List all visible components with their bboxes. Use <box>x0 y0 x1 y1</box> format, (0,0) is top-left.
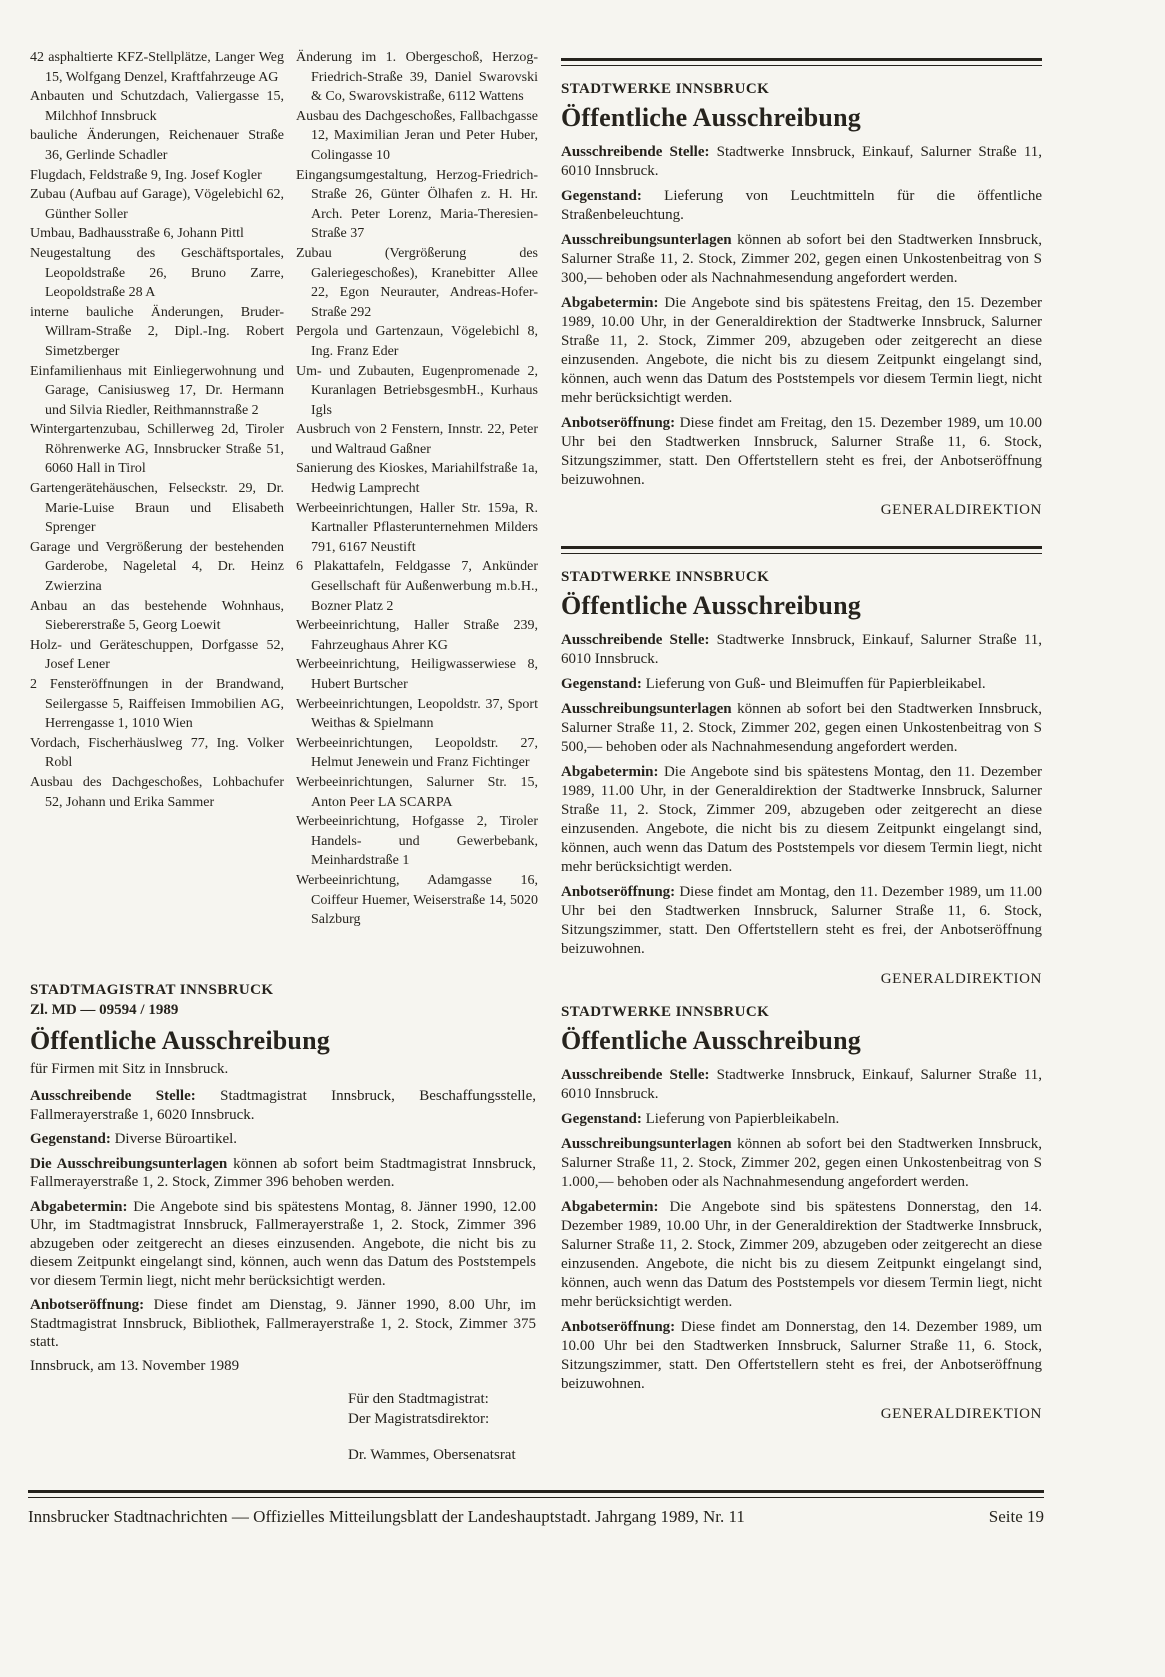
ad-paragraph <box>561 1318 1042 1394</box>
org-name: STADTWERKE INNSBRUCK <box>561 81 770 97</box>
paragraph-text: Diese findet am Montag, den 11. Dezember 1989, um 11.00 Uhr bei den Stadtwerken Innsbruck, Salurner Straße 11, 6. Stock, Sitzungszimmer, statt. Den Offertstellern steht es frei, der Anbotseröffnung beizuwohnen. <box>561 884 1043 957</box>
listing-entry: Pergola und Gartenzaun, Vögelebichl 8, Ing. Franz Eder <box>296 324 538 359</box>
generaldirektion-sign: GENERALDIREKTION <box>880 971 1042 987</box>
paragraph-text: Die Angebote sind bis spätestens Freitag, den 15. Dezember 1989, 10.00 Uhr, in der Generaldirektion der Stadtwerke Innsbruck, Salurner Straße 11, 2. Stock, Zimmer 209, abzugeben oder zeitgerecht an diese einzusenden. Angebote, die nicht bis zu diesem Zeitpunkt eingelangt sind, können, auch wenn das Datum des Poststempels vor diesem Termin liegt, nicht mehr berücksichtigt werden. <box>561 295 1043 406</box>
notice-paragraph <box>30 1198 536 1291</box>
ad-paragraph <box>561 414 1042 490</box>
paragraph-label: Ausschreibende Stelle: <box>561 632 710 648</box>
paragraph-label: Ausschreibende Stelle: <box>561 144 710 160</box>
ad-title: Öffentliche Ausschreibung <box>561 591 861 620</box>
signature-line-2: Der Magistratsdirektor: <box>348 1410 490 1427</box>
listing-entry: Um- und Zubauten, Eugenpromenade 2, Kuranlagen BetriebsgesmbH., Kurhaus Igls <box>296 363 538 418</box>
notice-paragraphs <box>30 1087 536 1352</box>
paragraph-text: Diese findet am Donnerstag, den 14. Dezember 1989, um 10.00 Uhr bei den Stadtwerken Innsbruck, Salurner Straße 11, 6. Stock, Sitzungszimmer, statt. Den Offertstellern steht es frei, der Anbotseröffnung beizuwohnen. <box>561 1319 1043 1392</box>
notice-paragraph <box>30 1087 536 1124</box>
listing-entry: Vordach, Fischerhäuslweg 77, Ing. Volker Robl <box>30 735 284 771</box>
paragraph-label: Anbotseröffnung: <box>561 884 676 900</box>
ad-title: Öffentliche Ausschreibung <box>561 103 861 132</box>
paragraph-label: Abgabetermin: <box>561 764 659 780</box>
listing-entry: Sanierung des Kioskes, Mariahilfstraße 1a, Hedwig Lamprecht <box>296 461 538 497</box>
org-name: STADTMAGISTRAT INNSBRUCK <box>30 982 274 998</box>
listing-entry: Zubau (Vergrößerung des Galeriegeschoßes), Kranebitter Allee 22, Egon Neurauter, Andreas-Hofer-Straße 292 <box>296 245 538 320</box>
notice-paragraph <box>30 1130 536 1149</box>
listing-entry: 2 Fensteröffnungen in der Brandwand, Seilergasse 5, Raiffeisen Immobilien AG, Herrengasse 1, 1010 Wien <box>30 677 284 732</box>
footer-rule <box>28 1490 1044 1498</box>
ad-paragraph <box>561 763 1042 877</box>
footer-publication-line: Innsbrucker Stadtnachrichten — Offizielles Mitteilungsblatt der Landeshauptstadt. Jahrgang 1989, Nr. 11 <box>28 1507 745 1526</box>
ad-paragraph <box>561 1066 1042 1104</box>
ad-paragraphs <box>561 143 1042 490</box>
paragraph-label: Gegenstand: <box>561 188 642 204</box>
paragraph-text: Die Angebote sind bis spätestens Montag, 8. Jänner 1990, 12.00 Uhr, im Stadtmagistrat Innsbruck, Fallmerayerstraße 1, 2. Stock, Zimmer 396 abzugeben oder zeitgerecht an dieses einzusenden. Angebote, die nicht bis zu diesem Zeitpunkt eingelangt sind, können, auch wenn das Datum des Poststempels vor diesem Termin liegt, nicht mehr berücksichtigt werden. <box>30 1198 537 1289</box>
paragraph-label: Abgabetermin: <box>561 295 659 311</box>
listing-entry: Ausbau des Dachgeschoßes, Lohbachufer 52, Johann und Erika Sammer <box>30 774 284 810</box>
listing-entry: Garage und Vergrößerung der bestehenden Garderobe, Nageletal 4, Dr. Heinz Zwierzina <box>30 539 284 595</box>
paragraph-text: Die Angebote sind bis spätestens Donnerstag, den 14. Dezember 1989, 10.00 Uhr, in der Generaldirektion der Stadtwerke Innsbruck, Salurner Straße 11, 2. Stock, Zimmer 209, abzugeben oder zeitgerecht an diese einzusenden. Angebote, die nicht bis zu diesem Zeitpunkt eingelangt sind, können, auch wenn das Datum des Poststempels vor diesem Termin liegt, nicht mehr berücksichtigt werden. <box>561 1199 1043 1310</box>
paragraph-text: können ab sofort beim Stadtmagistrat Innsbruck, Fallmerayerstraße 1, 2. Stock, Zimmer 396 behoben werden. <box>30 1155 536 1190</box>
ad-paragraph <box>561 631 1042 669</box>
paragraph-label: Gegenstand: <box>561 676 642 692</box>
listing-entry: Werbeeinrichtung, Adamgasse 16, Coiffeur Huemer, Weiserstraße 14, 5020 Salzburg <box>296 872 538 928</box>
listing-entry: Einfamilienhaus mit Einliegerwohnung und Garage, Canisiusweg 17, Dr. Hermann und Silvia Riedler, Reithmannstraße 2 <box>30 363 284 418</box>
paragraph-text: Lieferung von Leuchtmitteln für die öffentliche Straßenbeleuchtung. <box>561 188 1042 223</box>
paragraph-label: Ausschreibungsunterlagen <box>561 1136 732 1152</box>
listing-column-2 <box>296 48 538 930</box>
listing-entry: Werbeeinrichtungen, Leopoldstr. 27, Helmut Jenewein und Franz Fichtinger <box>296 735 538 771</box>
listing-entry: Werbeeinrichtung, Haller Straße 239, Fahrzeughaus Ahrer KG <box>296 618 538 653</box>
paragraph-label: Ausschreibende Stelle: <box>30 1088 196 1104</box>
ad-paragraph <box>561 1110 1042 1129</box>
dateline: Innsbruck, am 13. November 1989 <box>30 1357 240 1374</box>
listing-entry: Werbeeinrichtungen, Haller Str. 159a, R. Kartnaller Pflasterunternehmen Milders 791, 6167 Neustift <box>296 500 538 555</box>
paragraph-text: Lieferung von Guß- und Bleimuffen für Papierbleikabel. <box>645 676 986 692</box>
paragraph-text: Stadtwerke Innsbruck, Einkauf, Salurner Straße 11, 6010 Innsbruck. <box>561 632 1043 667</box>
paragraph-label: Anbotseröffnung: <box>561 1319 676 1335</box>
paragraph-label: Ausschreibende Stelle: <box>561 1067 710 1083</box>
listing-entry: 6 Plakattafeln, Feldgasse 7, Ankünder Gesellschaft für Außenwerbung m.b.H., Bozner Platz 2 <box>296 559 538 614</box>
stadtwerke-ad-1 <box>561 58 1042 519</box>
ad-title: Öffentliche Ausschreibung <box>561 1026 861 1055</box>
listing-entry: 42 asphaltierte KFZ-Stellplätze, Langer Weg 15, Wolfgang Denzel, Kraftfahrzeuge AG <box>30 50 284 85</box>
org-name: STADTWERKE INNSBRUCK <box>561 1004 770 1020</box>
listing-entry: Werbeeinrichtung, Hofgasse 2, Tiroler Handels- und Gewerbebank, Meinhardstraße 1 <box>296 814 538 869</box>
listing-entry: Umbau, Badhausstraße 6, Johann Pittl <box>30 226 244 242</box>
stadtmagistrat-notice <box>30 982 536 1465</box>
paragraph-text: können ab sofort bei den Stadtwerken Innsbruck, Salurner Straße 11, 2. Stock, Zimmer 202, gegen einen Unkostenbeitrag von S 500,— behoben oder als Nachnahmesendung angefordert werden. <box>561 701 1042 755</box>
ad-paragraph <box>561 1135 1042 1192</box>
listing-entry: Neugestaltung des Geschäftsportales, Leopoldstraße 26, Bruno Zarre, Leopoldstraße 28 A <box>30 245 284 301</box>
listing-entry: interne bauliche Änderungen, Bruder-Willram-Straße 2, Dipl.-Ing. Robert Simetzberger <box>30 304 284 359</box>
notice-paragraph <box>30 1155 536 1192</box>
ad-paragraph <box>561 675 1042 694</box>
page-footer <box>28 1490 1044 1527</box>
org-name: STADTWERKE INNSBRUCK <box>561 569 770 585</box>
paragraph-text: Stadtwerke Innsbruck, Einkauf, Salurner Straße 11, 6010 Innsbruck. <box>561 144 1043 179</box>
paragraph-text: Lieferung von Papierbleikabeln. <box>645 1111 840 1127</box>
listing-entry: bauliche Änderungen, Reichenauer Straße 36, Gerlinde Schadler <box>30 128 284 163</box>
listing-entry: Anbauten und Schutzdach, Valiergasse 15, Milchhof Innsbruck <box>30 89 284 124</box>
notice-subtitle: für Firmen mit Sitz in Innsbruck. <box>30 1061 229 1077</box>
paragraph-text: Stadtmagistrat Innsbruck, Beschaffungsstelle, Fallmerayerstraße 1, 6020 Innsbruck. <box>30 1088 536 1123</box>
listing-entry: Änderung im 1. Obergeschoß, Herzog-Friedrich-Straße 39, Daniel Swarovski & Co, Swarovskistraße, 6112 Wattens <box>296 50 538 105</box>
paragraph-label: Gegenstand: <box>561 1111 642 1127</box>
listing-entry: Ausbruch von 2 Fenstern, Innstr. 22, Peter und Waltraud Gaßner <box>296 422 538 457</box>
paragraph-text: Die Angebote sind bis spätestens Montag, den 11. Dezember 1989, 11.00 Uhr, in der Generaldirektion der Stadtwerke Innsbruck, Salurner Straße 11, 2. Stock, Zimmer 209, abzugeben oder zeitgerecht an diese einzusenden. Angebote, die nicht bis zu diesem Zeitpunkt eingelangt sind, können, auch wenn das Datum des Poststempels vor diesem Termin liegt, nicht mehr berücksichtigt werden. <box>561 764 1043 875</box>
paragraph-label: Ausschreibungsunterlagen <box>561 232 732 248</box>
ad-paragraph <box>561 231 1042 288</box>
ad-paragraphs <box>561 631 1042 959</box>
paragraph-label: Anbotseröffnung: <box>30 1297 145 1313</box>
notice-paragraph <box>30 1296 536 1352</box>
ad-paragraphs <box>561 1066 1042 1394</box>
ad-paragraph <box>561 294 1042 408</box>
generaldirektion-sign: GENERALDIREKTION <box>880 1406 1042 1422</box>
signature-name: Dr. Wammes, Obersenatsrat <box>348 1446 516 1463</box>
ad-paragraph <box>561 143 1042 181</box>
section-divider <box>561 58 1042 66</box>
ad-paragraph <box>561 700 1042 757</box>
paragraph-text: können ab sofort bei den Stadtwerken Innsbruck, Salurner Straße 11, 2. Stock, Zimmer 202, gegen einen Unkostenbeitrag von S 1.000,— behoben oder als Nachnahmesendung angefordert werden. <box>561 1136 1042 1190</box>
listing-entry: Wintergartenzubau, Schillerweg 2d, Tiroler Röhrenwerke AG, Innsbrucker Straße 51, 6060 Hall in Tirol <box>30 422 284 477</box>
listing-entry: Zubau (Aufbau auf Garage), Vögelebichl 62, Günther Soller <box>30 187 284 222</box>
listing-entry: Werbeeinrichtung, Heiligwasserwiese 8, Hubert Burtscher <box>296 657 538 692</box>
listing-entry: Ausbau des Dachgeschoßes, Fallbachgasse 12, Maximilian Jeran und Peter Huber, Colingasse 10 <box>296 108 538 163</box>
ad-paragraph <box>561 187 1042 225</box>
stadtwerke-ad-3 <box>561 1004 1042 1423</box>
listing-entry: Flugdach, Feldstraße 9, Ing. Josef Kogler <box>30 167 262 183</box>
listing-entry: Holz- und Geräteschuppen, Dorfgasse 52, Josef Lener <box>30 637 284 673</box>
listing-entry: Gartengerätehäuschen, Felseckstr. 29, Dr. Marie-Luise Braun und Elisabeth Sprenger <box>30 481 284 536</box>
notice-title: Öffentliche Ausschreibung <box>30 1026 330 1055</box>
ad-paragraph <box>561 883 1042 959</box>
listing-column-1 <box>30 48 284 812</box>
generaldirektion-sign: GENERALDIREKTION <box>880 502 1042 518</box>
signature-line-1: Für den Stadtmagistrat: <box>348 1390 489 1407</box>
paragraph-text: Diverse Büroartikel. <box>114 1131 238 1147</box>
paragraph-text: Stadtwerke Innsbruck, Einkauf, Salurner Straße 11, 6010 Innsbruck. <box>561 1067 1043 1102</box>
footer-page-number: Seite 19 <box>988 1507 1044 1526</box>
reference-number: Zl. MD — 09594 / 1989 <box>30 1002 179 1018</box>
paragraph-text: Diese findet am Freitag, den 15. Dezember 1989, um 10.00 Uhr bei den Stadtwerken Innsbruck, Salurner Straße 11, 6. Stock, Sitzungszimmer, statt. Den Offertstellern steht es frei, der Anbotseröffnung beizuwohnen. <box>561 415 1043 488</box>
listing-entry: Eingangsumgestaltung, Herzog-Friedrich-Straße 26, Günter Ölhafen z. H. Hr. Arch. Peter Lorenz, Maria-Theresien-Straße 37 <box>296 167 538 242</box>
paragraph-label: Ausschreibungsunterlagen <box>561 701 732 717</box>
paragraph-label: Gegenstand: <box>30 1131 111 1147</box>
signature-block <box>348 1389 536 1465</box>
stadtwerke-ad-2 <box>561 546 1042 988</box>
listing-entry: Anbau an das bestehende Wohnhaus, Siebererstraße 5, Georg Loewit <box>30 598 284 634</box>
paragraph-label: Abgabetermin: <box>30 1198 128 1215</box>
paragraph-label: Anbotseröffnung: <box>561 415 676 431</box>
listing-entry: Werbeeinrichtungen, Salurner Str. 15, Anton Peer LA SCARPA <box>296 774 538 810</box>
paragraph-text: Diese findet am Dienstag, 9. Jänner 1990, 8.00 Uhr, im Stadtmagistrat Innsbruck, Bibliothek, Fallmerayerstraße 1, 2. Stock, Zimmer 375 statt. <box>30 1297 537 1350</box>
ad-paragraph <box>561 1198 1042 1312</box>
paragraph-label: Abgabetermin: <box>561 1199 659 1215</box>
listing-entry: Werbeeinrichtungen, Leopoldstr. 37, Sport Weithas & Spielmann <box>296 696 538 732</box>
paragraph-label: Die Ausschreibungsunterlagen <box>30 1155 228 1172</box>
paragraph-text: können ab sofort bei den Stadtwerken Innsbruck, Salurner Straße 11, 2. Stock, Zimmer 202, gegen einen Unkostenbeitrag von S 300,— behoben oder als Nachnahmesendung angefordert werden. <box>561 232 1042 286</box>
section-divider <box>561 546 1042 554</box>
footer-row <box>28 1507 1044 1527</box>
